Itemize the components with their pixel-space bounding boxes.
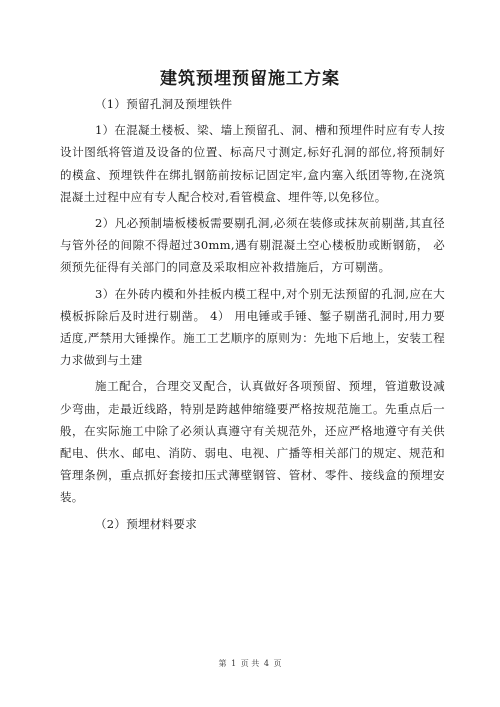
paragraph-4: 施工配合，合理交叉配合，认真做好各项预留、预埋，管道敷设减少弯曲，走最近线路，特别是跨越伸缩缝要严格按规范施工。先重点后一般，在实际施工中除了必须认真遵守有关规范外，还应严格地遵守有关供配电、供水、邮电、消防、弱电、电视、广播等相关部门的规定、规范和管理条例，重点抓好套接扣压式薄壁钢管、管材、零件、接线盒的预埋安装。 — [60, 379, 445, 505]
section-heading-2: （2）预埋材料要求 — [95, 516, 198, 531]
paragraph-2: 2）凡必预制墙板楼板需要剔孔洞,必须在装修或抹灰前剔凿,其直径与管外径的间隙不得超过30mm,遇有剔混凝土空心楼板肋或断钢筋， 必须预先征得有关部门的同意及采取相应补救措施后，方可剔凿。 — [60, 216, 445, 275]
footer-prefix: 第 — [218, 659, 227, 668]
footer-middle: 页 共 — [240, 659, 260, 668]
section-heading-1: （1）预留孔洞及预埋铁件 — [95, 97, 233, 111]
footer-total-pages: 4 — [263, 659, 269, 668]
document-body — [60, 93, 445, 539]
paragraph-1: 1）在混凝土楼板、梁、墙上预留孔、洞、槽和预埋件时应有专人按设计图纸将管道及设备的位置、标高尺寸测定,标好孔洞的部位,将预制好的模盒、预埋铁件在绑扎钢筋前按标记固定牢,盒内塞入纸团等物,在浇筑混凝土过程中应有专人配合校对,看管模盒、埋件等,以免移位。 — [60, 123, 445, 204]
paragraph-3: 3）在外砖内模和外挂板内模工程中,对个别无法预留的孔洞,应在大模板拆除后及时进行剔凿。 4） 用电锤或手锤、錾子剔凿孔洞时,用力要适度,严禁用大锤操作。施工工艺顺序的原则为：先地下后地上，安装工程力求做到与土建 — [60, 286, 445, 368]
footer-page-number: 1 — [231, 659, 237, 668]
footer-suffix: 页 — [273, 659, 282, 668]
document-title: 建筑预埋预留施工方案 — [160, 69, 340, 89]
page-footer — [0, 658, 500, 669]
